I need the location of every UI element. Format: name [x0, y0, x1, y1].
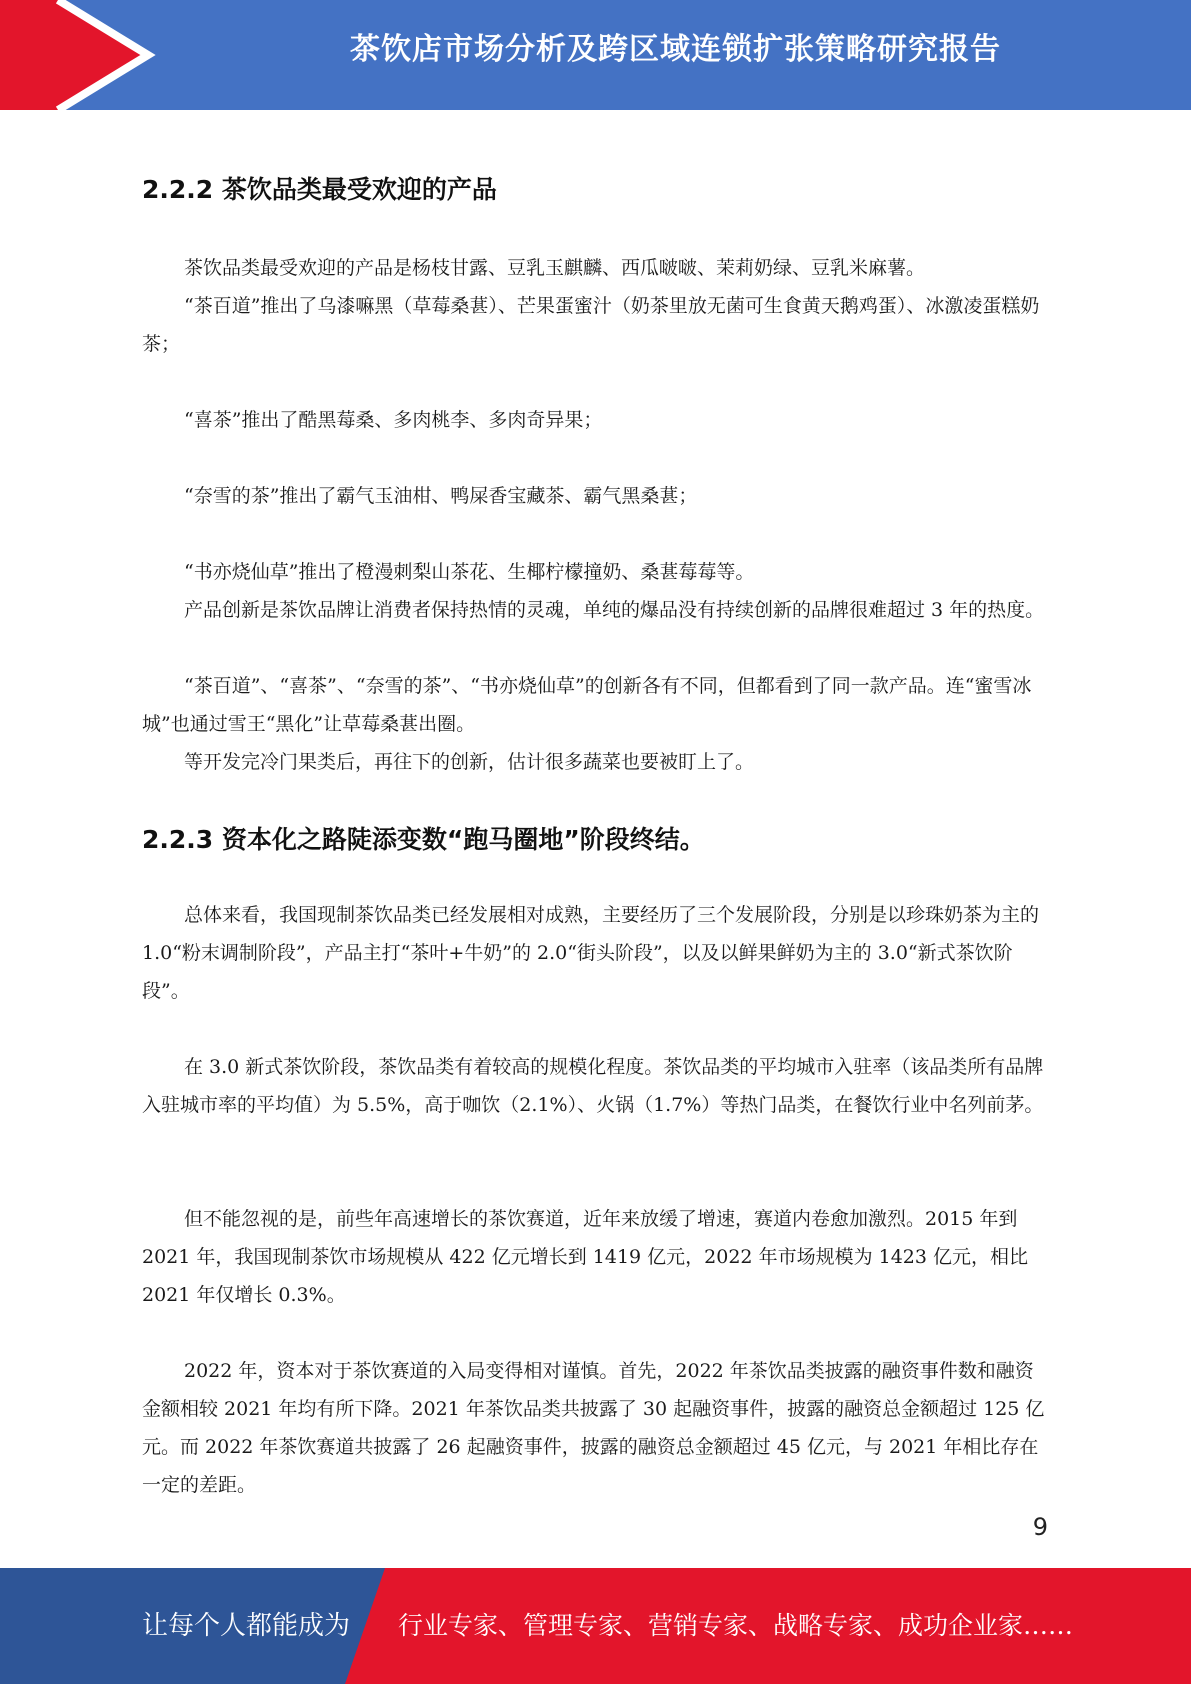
paragraph: 总体来看，我国现制茶饮品类已经发展相对成熟，主要经历了三个发展阶段，分别是以珍珠奶茶为主的 1.0“粉末调制阶段”，产品主打“茶叶+牛奶”的 2.0“街头阶段”，以及以鲜果鲜奶为主的 3.0“新式茶饮阶段”。: [142, 904, 1040, 1002]
paragraph: “茶百道”、“喜茶”、“奈雪的茶”、“书亦烧仙草”的创新各有不同，但都看到了同一款产品。连“蜜雪冰城”也通过雪王“黑化”让草莓桑葚出圈。: [142, 675, 1032, 735]
footer-tagline: 行业专家、管理专家、营销专家、战略专家、成功企业家……: [398, 1611, 1074, 1640]
paragraph: “茶百道”推出了乌漆嘛黑（草莓桑葚）、芒果蛋蜜汁（奶茶里放无菌可生食黄天鹅鸡蛋）、冰激凌蛋糕奶茶；: [142, 295, 1040, 355]
page-footer: [0, 1568, 1191, 1684]
page-header: [0, 0, 1191, 110]
page-number: 9: [1032, 1513, 1048, 1541]
paragraph: 2022 年，资本对于茶饮赛道的入局变得相对谨慎。首先，2022 年茶饮品类披露的融资事件数和融资金额相较 2021 年均有所下降。2021 年茶饮品类共披露了 30 起融资事件，披露的融资总金额超过 125 亿元。而 2022 年茶饮赛道共披露了 26 起融资事件，披露的融资总金额超过 45 亿元，与 2021 年相比存在一定的差距。: [142, 1360, 1045, 1496]
paragraph: 产品创新是茶饮品牌让消费者保持热情的灵魂，单纯的爆品没有持续创新的品牌很难超过 3 年的热度。: [184, 599, 1045, 621]
paragraph: “书亦烧仙草”推出了橙漫刺梨山茶花、生椰柠檬撞奶、桑葚莓莓等。: [184, 561, 755, 583]
paragraph: 在 3.0 新式茶饮阶段，茶饮品类有着较高的规模化程度。茶饮品类的平均城市入驻率（该品类所有品牌入驻城市率的平均值）为 5.5%，高于咖饮（2.1%）、火锅（1.7%）等热门品类，在餐饮行业中名列前茅。: [142, 1056, 1044, 1116]
paragraph: 但不能忽视的是，前些年高速增长的茶饮赛道，近年来放缓了增速，赛道内卷愈加激烈。2015 年到 2021 年，我国现制茶饮市场规模从 422 亿元增长到 1419 亿元，2022 年市场规模为 1423 亿元，相比 2021 年仅增长 0.3%。: [142, 1208, 1028, 1306]
paragraph: 等开发完冷门果类后，再往下的创新，估计很多蔬菜也要被盯上了。: [184, 751, 755, 773]
section-heading: 2.2.3 资本化之路陡添变数“跑马圈地”阶段终结。: [142, 825, 705, 854]
paragraph: “奈雪的茶”推出了霸气玉油柑、鸭屎香宝藏茶、霸气黑桑葚；: [184, 485, 698, 507]
paragraph: 茶饮品类最受欢迎的产品是杨枝甘露、豆乳玉麒麟、西瓜啵啵、茉莉奶绿、豆乳米麻薯。: [184, 257, 926, 279]
paragraph: “喜茶”推出了酷黑莓桑、多肉桃李、多肉奇异果；: [184, 409, 603, 431]
section-heading: 2.2.2 茶饮品类最受欢迎的产品: [142, 175, 497, 204]
report-title: 茶饮店市场分析及跨区域连锁扩张策略研究报告: [350, 32, 1001, 67]
footer-slogan: 让每个人都能成为: [142, 1611, 351, 1641]
